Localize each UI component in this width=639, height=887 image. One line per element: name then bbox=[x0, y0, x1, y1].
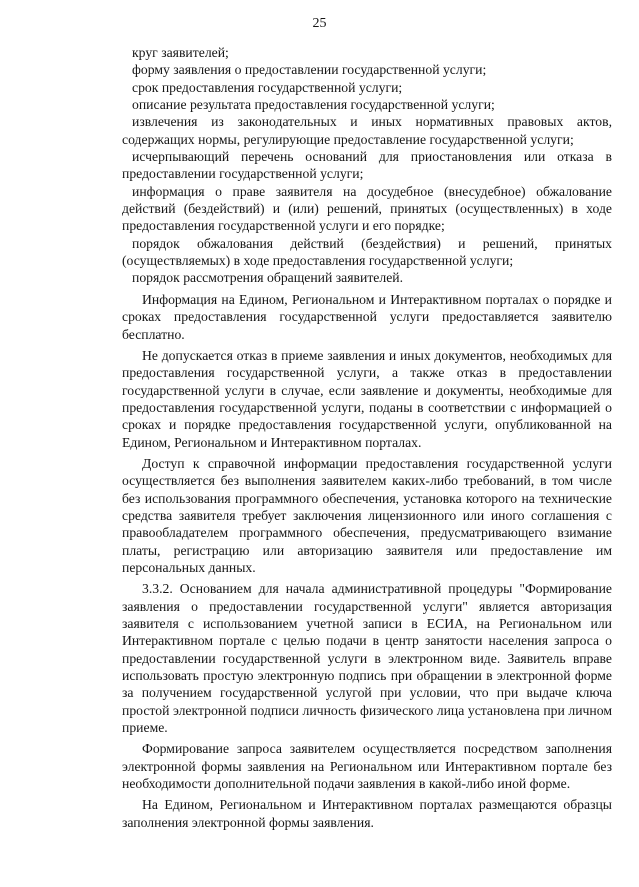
paragraph: Не допускается отказ в приеме заявления и иных документов, необходимых для предоставления государственной услуги, а также отказ в предоставлении государственной услуги в случае, если заявление и документы, необходимые для предоставления государственной услуги, поданы в соответствии с информацией о сроках и порядке предоставления государственной услуги, опубликованной на Едином, Региональном и Интерактивном порталах. bbox=[122, 347, 612, 450]
page-number: 25 bbox=[312, 16, 327, 31]
paragraph: срок предоставления государственной услуги; bbox=[132, 79, 403, 95]
paragraph: порядок рассмотрения обращений заявителей. bbox=[132, 270, 404, 286]
paragraph: круг заявителей; bbox=[132, 45, 229, 60]
paragraph: описание результата предоставления государственной услуги; bbox=[132, 97, 495, 113]
paragraph: извлечения из законодательных и иных нормативных правовых актов, содержащих нормы, регулирующие предоставление государственной услуги; bbox=[122, 114, 612, 147]
paragraph: информация о праве заявителя на досудебное (внесудебное) обжалование действий (бездействий) и (или) решений, принятых (осуществленных) в ходе предоставления государственной услуги и его порядке; bbox=[122, 183, 612, 234]
paragraph: исчерпывающий перечень оснований для приостановления или отказа в предоставлении государственной услуги; bbox=[122, 149, 612, 182]
paragraph: 3.3.2. Основанием для начала административной процедуры "Формирование заявления о предоставлении государственной услуги" является авторизация заявителя с использованием учетной записи в ЕСИА, на Региональном или Интерактивном портале с целью подачи в центр занятости населения запроса о предоставлении государственной услуги в электронном виде. Заявитель вправе использовать простую электронную подпись при обращении в электронной форме за получением государственной услугой при условии, что при выдаче ключа простой электронной подписи личность физического лица установлена при личном приеме. bbox=[122, 581, 612, 736]
paragraph: Информация на Едином, Региональном и Интерактивном порталах о порядке и сроках предоставления государственной услуги предоставляется заявителю бесплатно. bbox=[122, 291, 612, 342]
paragraph: На Едином, Региональном и Интерактивном порталах размещаются образцы заполнения электронной формы заявления. bbox=[122, 797, 612, 830]
document-body bbox=[122, 44, 612, 831]
paragraph: форму заявления о предоставлении государственной услуги; bbox=[132, 62, 487, 78]
paragraph: порядок обжалования действий (бездействия) и решений, принятых (осуществляемых) в ходе предоставления государственной услуги; bbox=[122, 235, 612, 269]
paragraph: Доступ к справочной информации предоставления государственной услуги осуществляется без выполнения заявителем каких-либо требований, в том числе без использования программного обеспечения, установка которого на технические средства заявителя требует заключения лицензионного или иного соглашения с правообладателем программного обеспечения, предусматривающего взимание платы, регистрацию или авторизацию заявителя или предоставление им персональных данных. bbox=[122, 455, 612, 575]
paragraph: Формирование запроса заявителем осуществляется посредством заполнения электронной формы заявления на Региональном или Интерактивном портале без необходимости дополнительной подачи заявления в какой-либо иной форме. bbox=[122, 741, 612, 792]
